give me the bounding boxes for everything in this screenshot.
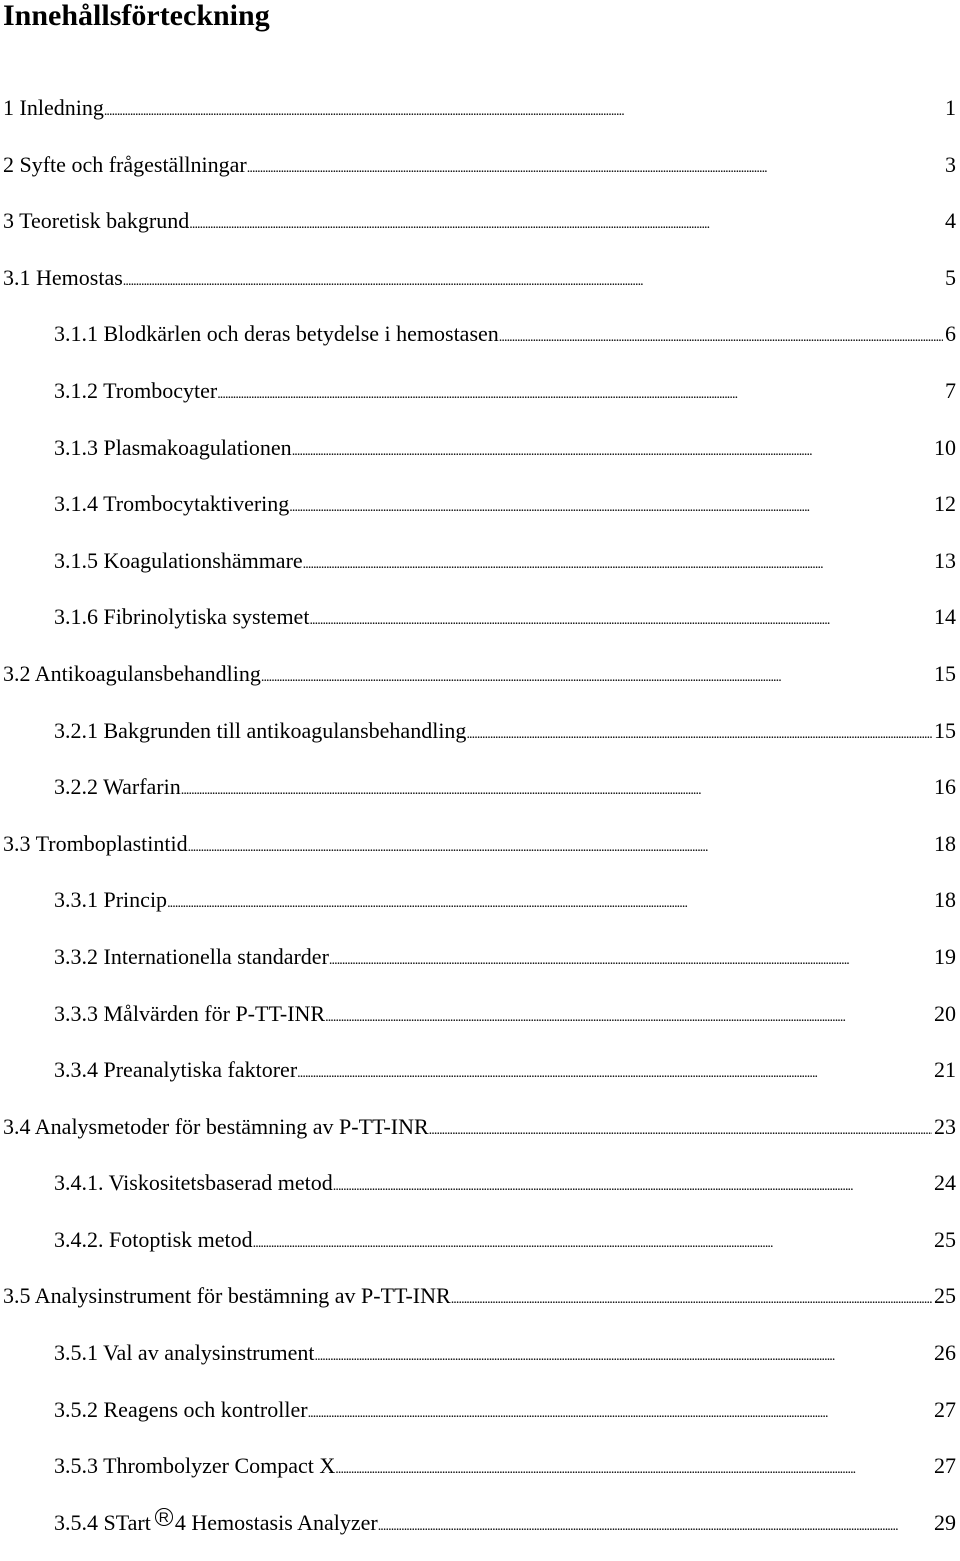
- toc-dot-leader: [309, 603, 932, 639]
- toc-entry-label: 3.4.1. Viskositetsbaserad metod: [54, 1170, 333, 1196]
- toc-entry[interactable]: [0, 260, 960, 317]
- toc-dot-leader: [253, 1226, 932, 1262]
- toc-entry[interactable]: [0, 656, 960, 713]
- toc-entry[interactable]: [0, 373, 960, 430]
- toc-entry-label: 3.4.2. Fotoptisk metod: [54, 1226, 253, 1252]
- toc-page-number: 26: [934, 1340, 956, 1366]
- toc-page-number: 25: [934, 1283, 956, 1309]
- toc-entry[interactable]: [0, 1392, 960, 1449]
- toc-entry[interactable]: [0, 486, 960, 543]
- toc-dot-leader: [329, 943, 932, 979]
- toc-entry-label: 3.2 Antikoagulansbehandling: [3, 660, 261, 686]
- toc-entry-label: 3.2.1 Bakgrunden till antikoagulansbehandling: [54, 717, 467, 743]
- toc-entry-label: 3.5 Analysinstrument för bestämning av P-TT-INR: [3, 1283, 451, 1309]
- toc-dot-leader: [429, 1113, 932, 1149]
- toc-entry[interactable]: [0, 316, 960, 373]
- toc-entry[interactable]: [0, 996, 960, 1053]
- toc-page-number: 14: [934, 604, 956, 630]
- toc-page-number: 29: [934, 1509, 956, 1535]
- toc-dot-leader: [333, 1169, 932, 1205]
- toc-entry-label-part: 4 Hemostasis Analyzer: [174, 1509, 378, 1535]
- toc-dot-leader: [378, 1509, 932, 1545]
- toc-entry[interactable]: [0, 1278, 960, 1335]
- toc-entry-label: 3.3.4 Preanalytiska faktorer: [54, 1057, 298, 1083]
- table-of-contents: [0, 90, 960, 1561]
- toc-page-number: 18: [934, 830, 956, 856]
- toc-entry[interactable]: [0, 147, 960, 204]
- toc-dot-leader: [123, 264, 943, 300]
- toc-dot-leader: [499, 320, 943, 356]
- toc-dot-leader: [335, 1452, 932, 1488]
- toc-entry-label: 3.1.1 Blodkärlen och deras betydelse i hemostasen: [54, 321, 499, 347]
- toc-page-number: 7: [945, 377, 956, 403]
- toc-dot-leader: [181, 773, 932, 809]
- toc-entry[interactable]: [0, 939, 960, 996]
- toc-entry[interactable]: [0, 543, 960, 600]
- toc-entry-label: 3.5.2 Reagens och kontroller: [54, 1396, 308, 1422]
- toc-entry-label: 3.1.6 Fibrinolytiska systemet: [54, 604, 310, 630]
- toc-page-number: 16: [934, 774, 956, 800]
- toc-dot-leader: [247, 151, 943, 187]
- toc-entry-label: 3.2.2 Warfarin: [54, 774, 181, 800]
- toc-page-number: 24: [934, 1170, 956, 1196]
- toc-dot-leader: [315, 1339, 933, 1375]
- toc-entry-label: 3.3.2 Internationella standarder: [54, 943, 329, 969]
- toc-page-number: 20: [934, 1000, 956, 1026]
- toc-dot-leader: [466, 717, 932, 753]
- toc-dot-leader: [451, 1282, 932, 1318]
- toc-page-number: 23: [934, 1113, 956, 1139]
- toc-entry[interactable]: [0, 713, 960, 770]
- toc-entry-label: 3.1.4 Trombocytaktivering: [54, 491, 290, 517]
- toc-page-number: 5: [945, 264, 956, 290]
- toc-page-number: 12: [934, 491, 956, 517]
- toc-entry-label: 3.1 Hemostas: [3, 264, 123, 290]
- toc-dot-leader: [167, 886, 932, 922]
- toc-entry-label: 3.3.3 Målvärden för P-TT-INR: [54, 1000, 326, 1026]
- toc-entry-label: 3.1.3 Plasmakoagulationen: [54, 434, 292, 460]
- toc-entry-label: 3.3.1 Princip: [54, 887, 168, 913]
- toc-entry-label: 3.1.5 Koagulationshämmare: [54, 547, 303, 573]
- toc-page-number: 27: [934, 1453, 956, 1479]
- toc-entry-label: [54, 1505, 378, 1541]
- toc-entry[interactable]: [0, 430, 960, 487]
- toc-dot-leader: [289, 490, 932, 526]
- toc-page-number: 21: [934, 1057, 956, 1083]
- toc-entry-label: 3.5.3 Thrombolyzer Compact X: [54, 1453, 336, 1479]
- toc-page-number: 13: [934, 547, 956, 573]
- toc-entry-label: 3.3 Tromboplastintid: [3, 830, 188, 856]
- toc-entry[interactable]: [0, 769, 960, 826]
- toc-dot-leader: [261, 660, 932, 696]
- toc-entry[interactable]: [0, 203, 960, 260]
- toc-entry[interactable]: [0, 1448, 960, 1505]
- toc-entry[interactable]: [0, 1222, 960, 1279]
- toc-page-number: 6: [945, 321, 956, 347]
- toc-entry-label: 2 Syfte och frågeställningar: [3, 151, 247, 177]
- toc-entry[interactable]: [0, 1109, 960, 1166]
- toc-dot-leader: [303, 547, 932, 583]
- toc-page-number: 4: [945, 208, 956, 234]
- toc-entry-label: 1 Inledning: [3, 95, 104, 120]
- toc-page-number: 25: [934, 1226, 956, 1252]
- toc-entry[interactable]: [0, 1335, 960, 1392]
- toc-entry[interactable]: [0, 826, 960, 883]
- toc-dot-leader: [189, 207, 943, 243]
- registered-mark-icon: R: [155, 1508, 173, 1526]
- toc-entry-label: 3 Teoretisk bakgrund: [3, 208, 190, 234]
- toc-entry[interactable]: [0, 882, 960, 939]
- toc-dot-leader: [188, 830, 932, 866]
- toc-dot-leader: [325, 1000, 932, 1036]
- toc-page-number: 18: [934, 887, 956, 913]
- toc-page-number: 3: [945, 151, 956, 177]
- toc-page-number: 27: [934, 1396, 956, 1422]
- toc-dot-leader: [292, 434, 932, 470]
- page-title: Innehållsförteckning: [3, 0, 270, 32]
- toc-entry[interactable]: [0, 1505, 960, 1561]
- toc-entry[interactable]: [0, 1165, 960, 1222]
- toc-entry-label: 3.1.2 Trombocyter: [54, 377, 218, 403]
- toc-dot-leader: [308, 1396, 932, 1432]
- toc-page-number: 19: [934, 943, 956, 969]
- toc-entry[interactable]: [0, 90, 960, 147]
- toc-dot-leader: [217, 377, 943, 413]
- toc-page-number: 1: [945, 95, 956, 120]
- toc-page-number: 15: [934, 660, 956, 686]
- toc-dot-leader: [104, 94, 943, 130]
- toc-entry-label: 3.4 Analysmetoder för bestämning av P-TT-INR: [3, 1113, 429, 1139]
- toc-entry-label-part: 3.5.4 STart: [54, 1509, 151, 1535]
- toc-dot-leader: [297, 1056, 932, 1092]
- toc-entry-label: 3.5.1 Val av analysinstrument: [54, 1340, 315, 1366]
- toc-page-number: 10: [934, 434, 956, 460]
- toc-entry[interactable]: [0, 599, 960, 656]
- toc-entry[interactable]: [0, 1052, 960, 1109]
- toc-page-number: 15: [934, 717, 956, 743]
